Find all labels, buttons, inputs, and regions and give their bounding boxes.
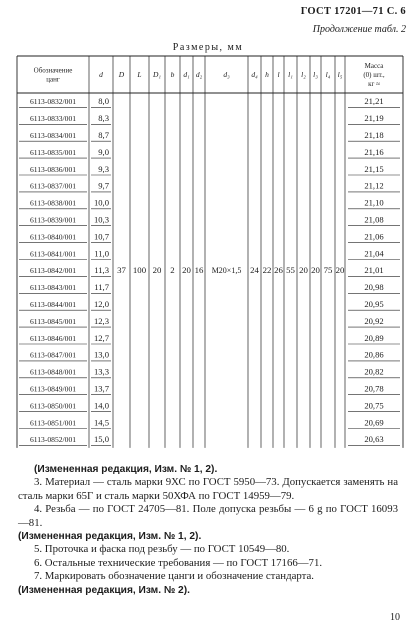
column-header: L bbox=[137, 70, 142, 79]
cell-designation: 6113-0838/001 bbox=[29, 198, 77, 208]
cell-mass: 21,16 bbox=[364, 146, 384, 157]
note-thread: 4. Резьба — по ГОСТ 24705—81. Поле допуска резьбы — 6 g по ГОСТ 16093—81. bbox=[18, 503, 398, 529]
cell-common-value: 20 bbox=[311, 265, 320, 276]
column-header: b bbox=[170, 70, 175, 79]
cell-common-value: 55 bbox=[286, 265, 295, 276]
cell-common-value: 24 bbox=[250, 265, 259, 276]
column-header: l₃ bbox=[313, 70, 318, 79]
cell-mass: 20,92 bbox=[364, 315, 384, 326]
cell-designation: 6113-0850/001 bbox=[29, 401, 77, 411]
cell-d: 13,0 bbox=[93, 349, 109, 360]
cell-mass: 21,06 bbox=[364, 231, 384, 242]
cell-d: 11,0 bbox=[94, 248, 109, 259]
column-header: D bbox=[118, 70, 125, 79]
column-header: кг ≈ bbox=[368, 80, 380, 88]
cell-d: 10,7 bbox=[93, 231, 109, 242]
cell-mass: 21,01 bbox=[364, 265, 384, 276]
cell-mass: 20,95 bbox=[364, 298, 384, 309]
cell-designation: 6113-0833/001 bbox=[29, 114, 77, 124]
cell-mass: 21,19 bbox=[364, 113, 384, 124]
cell-designation: 6113-0844/001 bbox=[29, 299, 77, 309]
cell-mass: 21,04 bbox=[364, 248, 384, 259]
cell-d: 8,0 bbox=[98, 96, 109, 107]
cell-designation: 6113-0834/001 bbox=[29, 130, 77, 140]
cell-d: 11,7 bbox=[94, 282, 109, 293]
cell-d: 9,3 bbox=[98, 163, 109, 174]
cell-mass: 20,89 bbox=[364, 332, 384, 343]
edit-note: (Измененная редакция, Изм. № 1, 2). bbox=[18, 531, 202, 543]
page-number: 10 bbox=[390, 612, 400, 623]
cell-designation: 6113-0840/001 bbox=[29, 232, 77, 242]
cell-common-value: 2 bbox=[170, 265, 175, 276]
cell-common-value: 16 bbox=[194, 265, 204, 276]
cell-d: 13,3 bbox=[93, 366, 109, 377]
cell-designation: 6113-0849/001 bbox=[29, 384, 77, 394]
standard-header: ГОСТ 17201—71 С. 6 bbox=[300, 6, 406, 17]
cell-d: 8,3 bbox=[98, 113, 109, 124]
cell-common-value: 26 bbox=[274, 265, 283, 276]
cell-d: 9,7 bbox=[98, 180, 109, 191]
note-requirements: 6. Остальные технические требования — по ГОСТ 17166—71. bbox=[34, 556, 323, 569]
cell-d: 14,5 bbox=[93, 417, 109, 428]
note-material: 3. Материал — сталь марки 9ХС по ГОСТ 5950—73. Допускается заменять на сталь марки 65Г и сталь марки 50ХФА по ГОСТ 14959—79. bbox=[18, 476, 398, 502]
column-header: Обозначение bbox=[33, 66, 73, 75]
cell-mass: 20,69 bbox=[364, 417, 384, 428]
note-groove: 5. Проточка и фаска под резьбу — по ГОСТ 10549—80. bbox=[34, 543, 290, 556]
edit-note: (Измененная редакция, Изм. № 2). bbox=[18, 584, 190, 596]
column-header: l₅ bbox=[337, 70, 343, 79]
cell-designation: 6113-0845/001 bbox=[29, 316, 77, 326]
column-header: d₃ bbox=[223, 70, 230, 79]
cell-mass: 20,82 bbox=[364, 366, 384, 377]
cell-designation: 6113-0837/001 bbox=[29, 181, 77, 191]
cell-designation: 6113-0852/001 bbox=[29, 435, 77, 445]
edit-note: (Измененная редакция, Изм. № 1, 2). bbox=[34, 464, 218, 475]
cell-d: 12,0 bbox=[93, 298, 109, 309]
cell-designation: 6113-0843/001 bbox=[29, 283, 77, 293]
cell-designation: 6113-0839/001 bbox=[29, 215, 77, 225]
cell-mass: 20,75 bbox=[364, 400, 384, 411]
column-header: d₂ bbox=[195, 70, 203, 79]
cell-d: 9,0 bbox=[98, 146, 109, 157]
cell-mass: 20,78 bbox=[364, 383, 384, 394]
cell-mass: 21,21 bbox=[364, 96, 384, 107]
cell-designation: 6113-0846/001 bbox=[29, 333, 77, 343]
note-marking: 7. Маркировать обозначение цанги и обозначение стандарта. bbox=[34, 570, 314, 583]
cell-common-value: 20 bbox=[152, 265, 162, 276]
column-header: l₄ bbox=[325, 70, 331, 79]
column-header: d bbox=[99, 70, 103, 79]
cell-designation: 6113-0842/001 bbox=[29, 266, 77, 276]
column-header: цанг bbox=[46, 75, 60, 84]
cell-designation: 6113-0835/001 bbox=[29, 147, 77, 157]
cell-d: 15,0 bbox=[93, 434, 109, 445]
cell-common-value: 22 bbox=[262, 265, 272, 276]
cell-designation: 6113-0847/001 bbox=[29, 350, 77, 360]
column-header: l bbox=[277, 70, 280, 79]
cell-mass: 21,18 bbox=[364, 129, 384, 140]
cell-common-value: M20×1,5 bbox=[211, 266, 242, 276]
column-header: l₂ bbox=[301, 70, 306, 79]
cell-mass: 21,15 bbox=[364, 163, 384, 174]
cell-mass: 20,63 bbox=[364, 434, 384, 445]
cell-d: 11,3 bbox=[94, 265, 109, 276]
cell-d: 12,7 bbox=[93, 332, 109, 343]
cell-d: 8,7 bbox=[98, 129, 109, 140]
cell-common-value: 20 bbox=[335, 265, 345, 276]
column-header: d₄ bbox=[251, 70, 258, 79]
cell-d: 10,0 bbox=[93, 197, 109, 208]
cell-common-value: 75 bbox=[323, 265, 333, 276]
cell-designation: 6113-0851/001 bbox=[29, 418, 77, 428]
cell-mass: 21,08 bbox=[364, 214, 384, 225]
cell-designation: 6113-0832/001 bbox=[29, 97, 77, 107]
table-continuation-label: Продолжение табл. 2 bbox=[312, 24, 406, 35]
column-header: Масса bbox=[364, 62, 384, 70]
cell-mass: 21,10 bbox=[364, 197, 384, 208]
cell-designation: 6113-0836/001 bbox=[29, 164, 77, 174]
cell-designation: 6113-0848/001 bbox=[29, 367, 77, 377]
cell-d: 13,7 bbox=[93, 383, 109, 394]
cell-designation: 6113-0841/001 bbox=[29, 249, 77, 259]
cell-d: 12,3 bbox=[93, 315, 109, 326]
cell-common-value: 20 bbox=[182, 265, 191, 276]
column-header: d₁ bbox=[183, 70, 190, 79]
cell-common-value: 100 bbox=[132, 265, 147, 276]
column-header: l₁ bbox=[288, 70, 293, 79]
column-header: D₁ bbox=[152, 70, 162, 79]
column-header: (0) шт., bbox=[363, 71, 385, 79]
notes-section bbox=[18, 463, 398, 597]
cell-d: 14,0 bbox=[93, 400, 109, 411]
cell-mass: 21,12 bbox=[364, 180, 384, 191]
cell-mass: 20,98 bbox=[364, 282, 384, 293]
cell-mass: 20,86 bbox=[364, 349, 384, 360]
cell-d: 10,3 bbox=[93, 214, 109, 225]
cell-common-value: 37 bbox=[117, 265, 126, 276]
cell-common-value: 20 bbox=[299, 265, 308, 276]
column-header: h bbox=[265, 70, 269, 79]
table-caption: Размеры, мм bbox=[172, 42, 244, 53]
